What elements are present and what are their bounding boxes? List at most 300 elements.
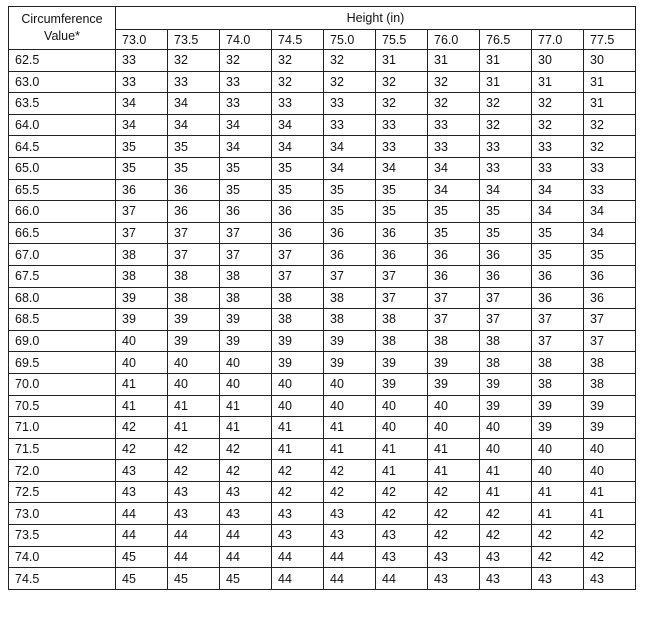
value-cell: 45 xyxy=(168,568,220,590)
value-cell: 39 xyxy=(116,309,168,331)
value-cell: 34 xyxy=(116,114,168,136)
value-cell: 33 xyxy=(584,179,636,201)
value-cell: 32 xyxy=(584,114,636,136)
table-row xyxy=(9,481,636,503)
value-cell: 39 xyxy=(584,395,636,417)
value-cell: 35 xyxy=(428,222,480,244)
value-cell: 40 xyxy=(220,352,272,374)
value-cell: 32 xyxy=(480,93,532,115)
value-cell: 33 xyxy=(480,136,532,158)
value-cell: 37 xyxy=(584,309,636,331)
value-cell: 35 xyxy=(324,179,376,201)
table-row xyxy=(9,460,636,482)
value-cell: 37 xyxy=(532,309,584,331)
value-cell: 37 xyxy=(376,287,428,309)
value-cell: 38 xyxy=(480,352,532,374)
value-cell: 41 xyxy=(584,503,636,525)
value-cell: 32 xyxy=(168,50,220,72)
value-cell: 35 xyxy=(532,244,584,266)
value-cell: 34 xyxy=(532,179,584,201)
value-cell: 38 xyxy=(376,309,428,331)
table-container xyxy=(8,6,636,590)
circumference-cell: 65.5 xyxy=(9,179,116,201)
value-cell: 34 xyxy=(168,114,220,136)
table-row xyxy=(9,395,636,417)
table-row xyxy=(9,438,636,460)
circumference-cell: 67.0 xyxy=(9,244,116,266)
value-cell: 44 xyxy=(168,546,220,568)
value-cell: 32 xyxy=(584,136,636,158)
value-cell: 41 xyxy=(324,417,376,439)
value-cell: 36 xyxy=(116,179,168,201)
value-cell: 34 xyxy=(272,136,324,158)
value-cell: 34 xyxy=(324,157,376,179)
value-cell: 42 xyxy=(168,438,220,460)
value-cell: 38 xyxy=(428,330,480,352)
value-cell: 40 xyxy=(428,395,480,417)
value-cell: 36 xyxy=(272,201,324,223)
value-cell: 39 xyxy=(272,330,324,352)
value-cell: 44 xyxy=(116,503,168,525)
table-row xyxy=(9,157,636,179)
value-cell: 31 xyxy=(584,93,636,115)
value-cell: 42 xyxy=(116,417,168,439)
height-column-header: 76.0 xyxy=(428,30,480,50)
value-cell: 36 xyxy=(480,244,532,266)
value-cell: 40 xyxy=(480,438,532,460)
value-cell: 41 xyxy=(532,503,584,525)
value-cell: 43 xyxy=(116,460,168,482)
value-cell: 43 xyxy=(168,481,220,503)
value-cell: 35 xyxy=(480,222,532,244)
value-cell: 38 xyxy=(532,352,584,374)
value-cell: 44 xyxy=(168,525,220,547)
value-cell: 41 xyxy=(220,417,272,439)
value-cell: 43 xyxy=(220,481,272,503)
value-cell: 41 xyxy=(272,438,324,460)
value-cell: 32 xyxy=(428,71,480,93)
value-cell: 41 xyxy=(376,460,428,482)
value-cell: 44 xyxy=(220,525,272,547)
circumference-cell: 72.0 xyxy=(9,460,116,482)
value-cell: 42 xyxy=(480,525,532,547)
value-cell: 36 xyxy=(324,244,376,266)
value-cell: 33 xyxy=(376,114,428,136)
circumference-cell: 70.5 xyxy=(9,395,116,417)
value-cell: 35 xyxy=(272,157,324,179)
value-cell: 34 xyxy=(272,114,324,136)
value-cell: 37 xyxy=(584,330,636,352)
value-cell: 39 xyxy=(116,287,168,309)
value-cell: 44 xyxy=(324,546,376,568)
value-cell: 40 xyxy=(428,417,480,439)
value-cell: 40 xyxy=(220,373,272,395)
value-cell: 40 xyxy=(116,352,168,374)
value-cell: 42 xyxy=(324,460,376,482)
value-cell: 40 xyxy=(532,438,584,460)
circumference-cell: 67.5 xyxy=(9,265,116,287)
value-cell: 32 xyxy=(376,71,428,93)
value-cell: 31 xyxy=(480,71,532,93)
value-cell: 42 xyxy=(428,481,480,503)
circumference-cell: 64.0 xyxy=(9,114,116,136)
circumference-cell: 74.5 xyxy=(9,568,116,590)
header-row-group xyxy=(9,7,636,30)
table-row xyxy=(9,568,636,590)
value-cell: 36 xyxy=(480,265,532,287)
table-row xyxy=(9,525,636,547)
value-cell: 40 xyxy=(584,438,636,460)
table-row xyxy=(9,179,636,201)
circumference-cell: 70.0 xyxy=(9,373,116,395)
value-cell: 38 xyxy=(168,265,220,287)
value-cell: 43 xyxy=(428,546,480,568)
value-cell: 37 xyxy=(428,309,480,331)
value-cell: 30 xyxy=(532,50,584,72)
value-cell: 35 xyxy=(584,244,636,266)
value-cell: 37 xyxy=(272,265,324,287)
value-cell: 36 xyxy=(272,222,324,244)
value-cell: 31 xyxy=(584,71,636,93)
value-cell: 34 xyxy=(220,114,272,136)
value-cell: 37 xyxy=(532,330,584,352)
value-cell: 44 xyxy=(272,546,324,568)
value-cell: 34 xyxy=(376,157,428,179)
value-cell: 38 xyxy=(168,287,220,309)
value-cell: 37 xyxy=(220,244,272,266)
value-cell: 43 xyxy=(324,525,376,547)
table-row xyxy=(9,136,636,158)
value-cell: 36 xyxy=(324,222,376,244)
value-cell: 37 xyxy=(480,287,532,309)
value-cell: 32 xyxy=(532,93,584,115)
value-cell: 38 xyxy=(272,287,324,309)
value-cell: 31 xyxy=(532,71,584,93)
value-cell: 42 xyxy=(428,525,480,547)
value-cell: 41 xyxy=(168,417,220,439)
value-cell: 34 xyxy=(220,136,272,158)
table-row xyxy=(9,50,636,72)
value-cell: 42 xyxy=(168,460,220,482)
value-cell: 39 xyxy=(428,352,480,374)
height-group-header: Height (in) xyxy=(116,7,636,30)
value-cell: 31 xyxy=(428,50,480,72)
value-cell: 38 xyxy=(220,287,272,309)
height-circumference-table xyxy=(8,6,636,590)
circumference-cell: 73.5 xyxy=(9,525,116,547)
value-cell: 32 xyxy=(324,50,376,72)
value-cell: 38 xyxy=(116,244,168,266)
value-cell: 39 xyxy=(376,373,428,395)
value-cell: 38 xyxy=(116,265,168,287)
value-cell: 32 xyxy=(428,93,480,115)
value-cell: 33 xyxy=(116,71,168,93)
height-column-header: 73.5 xyxy=(168,30,220,50)
value-cell: 42 xyxy=(220,438,272,460)
value-cell: 36 xyxy=(168,201,220,223)
value-cell: 40 xyxy=(272,373,324,395)
value-cell: 37 xyxy=(168,222,220,244)
value-cell: 40 xyxy=(116,330,168,352)
value-cell: 42 xyxy=(324,481,376,503)
value-cell: 43 xyxy=(220,503,272,525)
value-cell: 37 xyxy=(272,244,324,266)
height-column-header: 75.5 xyxy=(376,30,428,50)
value-cell: 43 xyxy=(168,503,220,525)
value-cell: 33 xyxy=(584,157,636,179)
value-cell: 35 xyxy=(168,157,220,179)
value-cell: 35 xyxy=(428,201,480,223)
value-cell: 35 xyxy=(220,157,272,179)
value-cell: 34 xyxy=(584,222,636,244)
table-row xyxy=(9,309,636,331)
circumference-header-line2: Value* xyxy=(44,29,80,43)
table-row xyxy=(9,71,636,93)
value-cell: 32 xyxy=(532,114,584,136)
value-cell: 39 xyxy=(376,352,428,374)
value-cell: 39 xyxy=(220,330,272,352)
table-row xyxy=(9,287,636,309)
value-cell: 38 xyxy=(376,330,428,352)
value-cell: 40 xyxy=(272,395,324,417)
value-cell: 33 xyxy=(324,93,376,115)
circumference-cell: 62.5 xyxy=(9,50,116,72)
value-cell: 43 xyxy=(584,568,636,590)
value-cell: 34 xyxy=(324,136,376,158)
circumference-cell: 64.5 xyxy=(9,136,116,158)
value-cell: 39 xyxy=(532,395,584,417)
value-cell: 42 xyxy=(532,525,584,547)
value-cell: 39 xyxy=(584,417,636,439)
circumference-cell: 68.5 xyxy=(9,309,116,331)
height-column-header: 74.5 xyxy=(272,30,324,50)
circumference-cell: 66.5 xyxy=(9,222,116,244)
circumference-cell: 69.5 xyxy=(9,352,116,374)
value-cell: 37 xyxy=(220,222,272,244)
value-cell: 33 xyxy=(324,114,376,136)
value-cell: 35 xyxy=(376,179,428,201)
value-cell: 34 xyxy=(584,201,636,223)
value-cell: 41 xyxy=(480,481,532,503)
value-cell: 41 xyxy=(272,417,324,439)
value-cell: 40 xyxy=(324,373,376,395)
value-cell: 31 xyxy=(376,50,428,72)
height-column-header: 77.0 xyxy=(532,30,584,50)
table-row xyxy=(9,503,636,525)
value-cell: 34 xyxy=(532,201,584,223)
value-cell: 38 xyxy=(272,309,324,331)
value-cell: 35 xyxy=(272,179,324,201)
height-column-header: 77.5 xyxy=(584,30,636,50)
value-cell: 40 xyxy=(324,395,376,417)
value-cell: 41 xyxy=(220,395,272,417)
circumference-cell: 74.0 xyxy=(9,546,116,568)
value-cell: 39 xyxy=(272,352,324,374)
table-row xyxy=(9,373,636,395)
value-cell: 41 xyxy=(532,481,584,503)
value-cell: 44 xyxy=(376,568,428,590)
value-cell: 35 xyxy=(116,157,168,179)
value-cell: 38 xyxy=(584,352,636,374)
value-cell: 38 xyxy=(324,287,376,309)
value-cell: 36 xyxy=(584,265,636,287)
value-cell: 42 xyxy=(480,503,532,525)
value-cell: 42 xyxy=(376,481,428,503)
value-cell: 43 xyxy=(324,503,376,525)
value-cell: 44 xyxy=(324,568,376,590)
height-column-header: 73.0 xyxy=(116,30,168,50)
value-cell: 43 xyxy=(428,568,480,590)
table-row xyxy=(9,93,636,115)
value-cell: 41 xyxy=(168,395,220,417)
value-cell: 42 xyxy=(376,503,428,525)
circumference-cell: 66.0 xyxy=(9,201,116,223)
value-cell: 35 xyxy=(532,222,584,244)
value-cell: 36 xyxy=(220,201,272,223)
value-cell: 35 xyxy=(324,201,376,223)
value-cell: 36 xyxy=(428,244,480,266)
value-cell: 39 xyxy=(168,330,220,352)
value-cell: 43 xyxy=(480,546,532,568)
value-cell: 37 xyxy=(116,222,168,244)
value-cell: 36 xyxy=(376,222,428,244)
circumference-header xyxy=(9,7,116,50)
value-cell: 32 xyxy=(480,114,532,136)
value-cell: 43 xyxy=(376,525,428,547)
value-cell: 33 xyxy=(480,157,532,179)
value-cell: 36 xyxy=(376,244,428,266)
table-row xyxy=(9,201,636,223)
value-cell: 38 xyxy=(480,330,532,352)
value-cell: 36 xyxy=(532,287,584,309)
height-column-header: 75.0 xyxy=(324,30,376,50)
circumference-header-line1: Circumference xyxy=(21,12,103,26)
value-cell: 39 xyxy=(480,395,532,417)
value-cell: 40 xyxy=(584,460,636,482)
value-cell: 40 xyxy=(168,352,220,374)
value-cell: 33 xyxy=(532,157,584,179)
table-row xyxy=(9,244,636,266)
value-cell: 41 xyxy=(584,481,636,503)
value-cell: 34 xyxy=(480,179,532,201)
value-cell: 35 xyxy=(376,201,428,223)
value-cell: 33 xyxy=(272,93,324,115)
value-cell: 33 xyxy=(168,71,220,93)
table-row xyxy=(9,546,636,568)
table-row xyxy=(9,330,636,352)
value-cell: 44 xyxy=(220,546,272,568)
value-cell: 40 xyxy=(376,395,428,417)
value-cell: 34 xyxy=(428,179,480,201)
value-cell: 41 xyxy=(428,438,480,460)
value-cell: 32 xyxy=(324,71,376,93)
value-cell: 41 xyxy=(428,460,480,482)
value-cell: 45 xyxy=(116,568,168,590)
value-cell: 40 xyxy=(376,417,428,439)
value-cell: 42 xyxy=(532,546,584,568)
table-row xyxy=(9,352,636,374)
value-cell: 34 xyxy=(168,93,220,115)
value-cell: 38 xyxy=(220,265,272,287)
value-cell: 41 xyxy=(376,438,428,460)
value-cell: 34 xyxy=(428,157,480,179)
value-cell: 45 xyxy=(220,568,272,590)
height-column-header: 76.5 xyxy=(480,30,532,50)
value-cell: 37 xyxy=(428,287,480,309)
table-row xyxy=(9,222,636,244)
circumference-cell: 73.0 xyxy=(9,503,116,525)
value-cell: 39 xyxy=(220,309,272,331)
value-cell: 35 xyxy=(168,136,220,158)
value-cell: 44 xyxy=(116,525,168,547)
circumference-cell: 71.0 xyxy=(9,417,116,439)
value-cell: 43 xyxy=(272,525,324,547)
value-cell: 40 xyxy=(168,373,220,395)
value-cell: 39 xyxy=(532,417,584,439)
value-cell: 32 xyxy=(272,71,324,93)
value-cell: 42 xyxy=(584,546,636,568)
value-cell: 41 xyxy=(324,438,376,460)
value-cell: 33 xyxy=(428,136,480,158)
value-cell: 37 xyxy=(324,265,376,287)
circumference-cell: 72.5 xyxy=(9,481,116,503)
value-cell: 37 xyxy=(168,244,220,266)
value-cell: 42 xyxy=(116,438,168,460)
value-cell: 40 xyxy=(480,417,532,439)
value-cell: 36 xyxy=(532,265,584,287)
value-cell: 43 xyxy=(116,481,168,503)
circumference-cell: 63.5 xyxy=(9,93,116,115)
value-cell: 38 xyxy=(324,309,376,331)
value-cell: 33 xyxy=(220,93,272,115)
value-cell: 42 xyxy=(272,481,324,503)
value-cell: 37 xyxy=(376,265,428,287)
value-cell: 41 xyxy=(116,395,168,417)
value-cell: 44 xyxy=(272,568,324,590)
value-cell: 34 xyxy=(116,93,168,115)
value-cell: 33 xyxy=(376,136,428,158)
value-cell: 40 xyxy=(532,460,584,482)
value-cell: 33 xyxy=(532,136,584,158)
circumference-cell: 63.0 xyxy=(9,71,116,93)
value-cell: 43 xyxy=(480,568,532,590)
table-body xyxy=(9,50,636,590)
value-cell: 41 xyxy=(116,373,168,395)
value-cell: 32 xyxy=(272,50,324,72)
value-cell: 35 xyxy=(116,136,168,158)
circumference-cell: 68.0 xyxy=(9,287,116,309)
table-row xyxy=(9,114,636,136)
value-cell: 38 xyxy=(584,373,636,395)
value-cell: 36 xyxy=(584,287,636,309)
value-cell: 39 xyxy=(324,330,376,352)
circumference-cell: 65.0 xyxy=(9,157,116,179)
value-cell: 33 xyxy=(116,50,168,72)
value-cell: 37 xyxy=(480,309,532,331)
value-cell: 39 xyxy=(324,352,376,374)
value-cell: 42 xyxy=(272,460,324,482)
value-cell: 42 xyxy=(584,525,636,547)
table-row xyxy=(9,417,636,439)
value-cell: 32 xyxy=(220,50,272,72)
circumference-cell: 69.0 xyxy=(9,330,116,352)
value-cell: 35 xyxy=(220,179,272,201)
value-cell: 39 xyxy=(480,373,532,395)
value-cell: 42 xyxy=(428,503,480,525)
circumference-cell: 71.5 xyxy=(9,438,116,460)
value-cell: 37 xyxy=(116,201,168,223)
value-cell: 39 xyxy=(428,373,480,395)
